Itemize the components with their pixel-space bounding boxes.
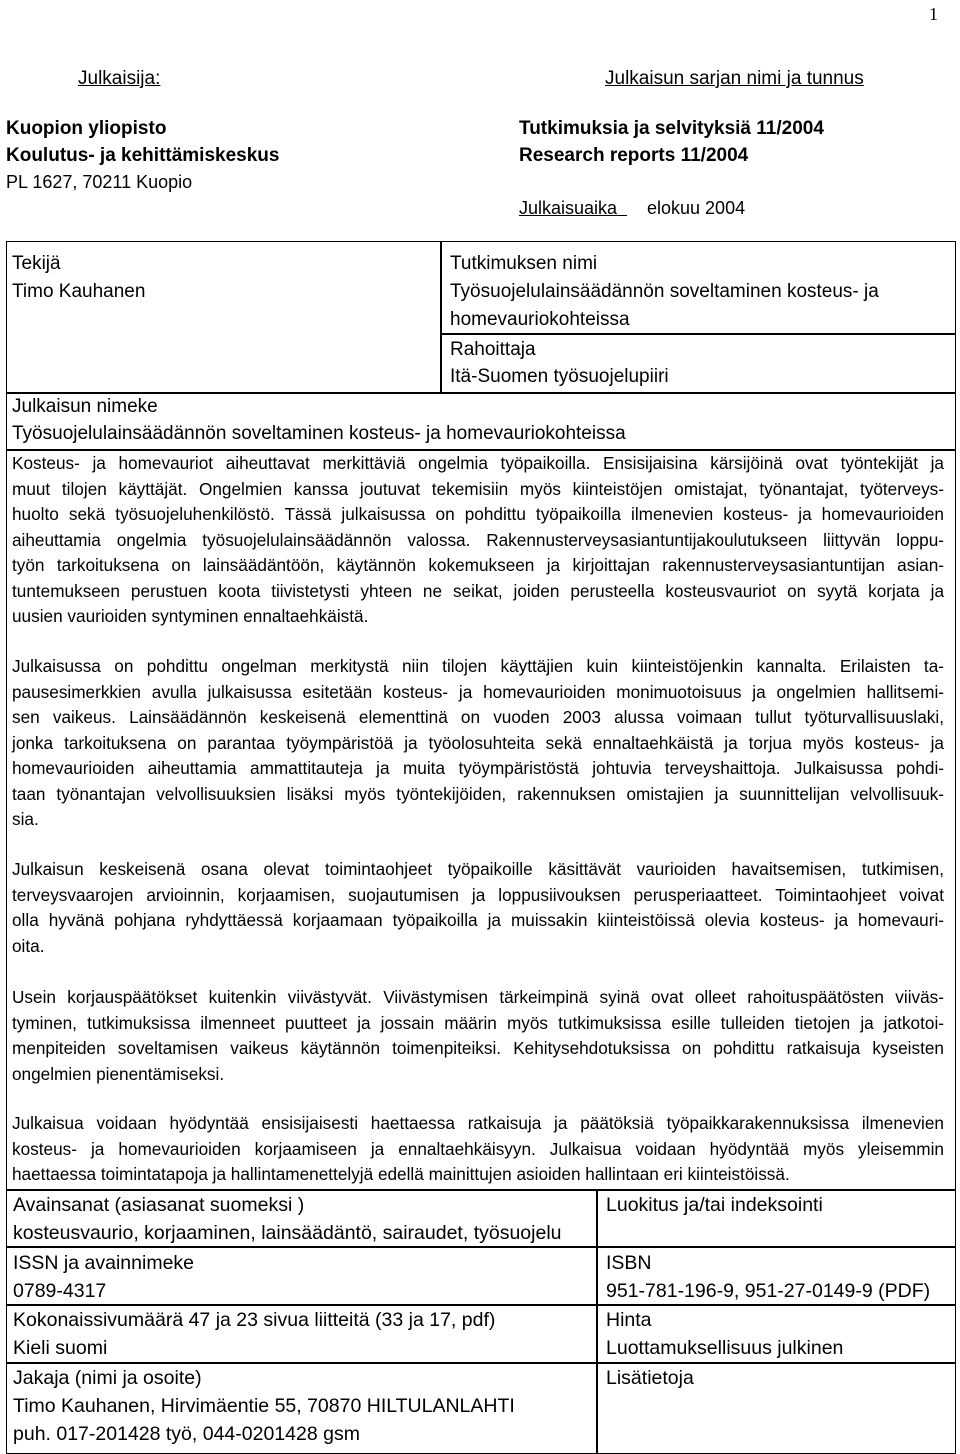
publisher-name: Kuopion yliopisto (6, 118, 167, 139)
confidentiality: Luottamuksellisuus julkinen (606, 1337, 844, 1359)
page-count: Kokonaissivumäärä 47 ja 23 sivua liitteitä (33 ja 17, pdf) (13, 1309, 496, 1331)
isbn-value: 951-781-196-9, 951-27-0149-9 (PDF) (606, 1280, 931, 1302)
distributor-address: Timo Kauhanen, Hirvimäentie 55, 70870 HILTULANLAHTI (13, 1395, 515, 1417)
page-number: 1 (929, 4, 938, 24)
funder-label: Rahoittaja (450, 339, 536, 360)
publication-title: Työsuojelulainsäädännön soveltaminen kosteus- ja homevauriokohteissa (12, 423, 626, 444)
abstract-paragraph-2: Julkaisussa on pohdittu ongelman merkitystä niin tilojen käyttäjien kuin kiinteistöjenkin kannalta. Erilaisten ta- pausesimerkkien avulla julkaisussa esitetään kosteus- ja homevaurioiden monimuotoisuus ja ongelmien hallitsemi- sen vaikeus. Lainsäädännön keskeisenä elementtinä on vuoden 2003 alussa voimaan tullut työturvallisuuslaki, jonka tarkoituksena on parantaa työympäristöä ja työolosuhteita sekä ennaltaehkäistä ja torjua myös kosteus- ja homevaurioiden aiheuttamia ammattitauteja ja muita työympäristöstä johtuvia terveyshaittoja. Julkaisussa pohdi- taan työnantajan velvollisuuksien lisäksi myös työntekijöiden, rakennuksen omistajien ja suunnittelijan velvollisuuk- sia. (12, 656, 944, 829)
author-name: Timo Kauhanen (12, 281, 146, 302)
author-label: Tekijä (12, 253, 61, 274)
funder-name: Itä-Suomen työsuojelupiiri (450, 366, 669, 387)
publication-date-label: Julkaisuaika (519, 198, 618, 218)
classification-label: Luokitus ja/tai indeksointi (606, 1194, 823, 1216)
keywords-label: Avainsanat (asiasanat suomeksi ) (13, 1194, 305, 1216)
publication-title-label: Julkaisun nimeke (12, 396, 158, 417)
issn-label: ISSN ja avainnimeke (13, 1252, 195, 1274)
publisher-label: Julkaisija: (78, 68, 161, 89)
keywords-value: kosteusvaurio, korjaaminen, lainsäädäntö, sairaudet, työsuojelu (13, 1222, 562, 1244)
language: Kieli suomi (13, 1337, 108, 1359)
details-divider-vertical (596, 1189, 598, 1454)
abstract-paragraph-3: Julkaisun keskeisenä osana olevat toimintaohjeet työpaikoille käsittävät vaurioiden havaitsemisen, tutkimisen, terveysvaarojen arvioinnin, korjaamisen, suojautumisen ja loppusiivouksen perusperiaatteet. Toimintaohjeet voivat olla hyvänä pohjana ryhdyttäessä korjaamaan työpaikoilla ja muissakin kiinteistöissä olevia kosteus- ja homevauri- oita. (12, 859, 944, 956)
price-label: Hinta (606, 1309, 652, 1331)
study-name-line-2: homevauriokohteissa (450, 309, 630, 330)
additional-info-label: Lisätietoja (606, 1367, 694, 1389)
abstract-paragraph-1: Kosteus- ja homevauriot aiheuttavat merkittäviä ongelmia työpaikoilla. Ensisijaisina kärsijöinä ovat työntekijät ja muut tilojen käyttäjät. Ongelmien kanssa joutuvat tekemisiin myös kiinteistöjen omistajat, työnantajat, työterveys- huolto sekä työsuojeluhenkilöstö. Tässä julkaisussa on pohdittu työpaikoilla ilmenevien kosteus- ja homevaurioiden aiheuttamia ongelmia työsuojelulainsäädännön valossa. Rakennusterveysasiantuntijakoulutukseen liittyvän loppu- työn tarkoituksena on lainsäädäntöön, käytännön kokemukseen ja kirjoittajan rakennusterveysasiantuntijan asian- tuntemukseen perustuen koota tiivistetysti yhteen ne seikat, joiden perusteella kosteusvauriot on syytä korjata ja uusien vaurioiden syntyminen ennaltaehkäistä. (12, 453, 944, 626)
abstract-paragraph-4: Usein korjauspäätökset kuitenkin viivästyvät. Viivästymisen tärkeimpinä syinä ovat olleet rahoituspäätösten viiväs- tyminen, tutkimuksissa ilmenneet puutteet ja jossain määrin myös tutkimuksissa esille tulleiden tietojen ja jatkotoi- menpiteiden soveltamisen vaikeus käytännön toimenpiteiksi. Kehitysehdotuksissa on pohdittu ratkaisuja kyseisten ongelmien pienentämiseksi. (12, 987, 944, 1084)
series-name-en: Research reports 11/2004 (519, 145, 749, 166)
study-name-line-1: Työsuojelulainsäädännön soveltaminen kosteus- ja (450, 281, 879, 302)
distributor-phone: puh. 017-201428 työ, 044-0201428 gsm (13, 1423, 360, 1445)
series-name-fi: Tutkimuksia ja selvityksiä 11/2004 (519, 118, 824, 139)
funder-divider (440, 333, 956, 335)
series-label: Julkaisun sarjan nimi ja tunnus (605, 68, 864, 89)
isbn-label: ISBN (606, 1252, 652, 1274)
publisher-unit: Koulutus- ja kehittämiskeskus (6, 145, 280, 166)
publisher-address: PL 1627, 70211 Kuopio (6, 172, 193, 192)
abstract-paragraph-5: Julkaisua voidaan hyödyntää ensisijaisesti haettaessa ratkaisuja ja päätöksiä työpaikkarakennuksissa ilmenevien kosteus- ja homevaurioiden korjaamiseen ja ennaltaehkäisyyn. Julkaisua voidaan hyödyntää myös yleisemmin haettaessa toimintatapoja ja hallintamenettelyjä edellä mainittujen asioiden hallintaan eri kiinteistöissä. (12, 1113, 944, 1184)
title-divider (6, 392, 956, 394)
issn-value: 0789-4317 (13, 1280, 107, 1302)
info-divider-vertical (440, 241, 442, 393)
publication-date-value: elokuu 2004 (647, 198, 746, 218)
distributor-label: Jakaja (nimi ja osoite) (13, 1367, 202, 1389)
study-name-label: Tutkimuksen nimi (450, 253, 598, 274)
